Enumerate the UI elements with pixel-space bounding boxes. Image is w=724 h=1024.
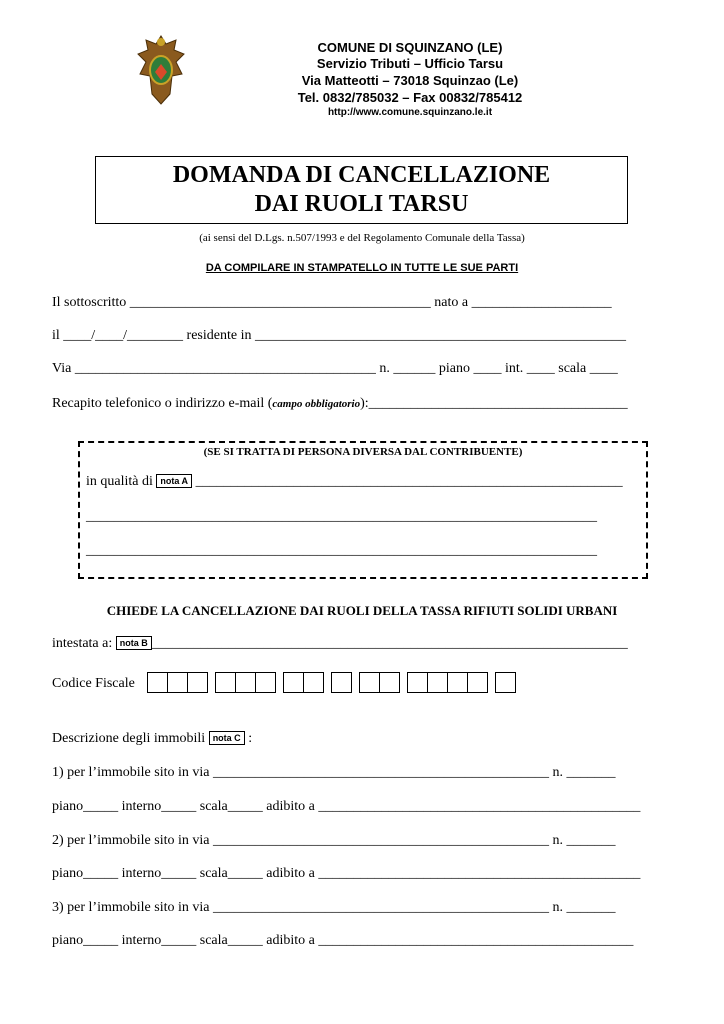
- field-recapito[interactable]: [52, 396, 628, 412]
- qualita-label: in qualità di: [86, 474, 153, 489]
- coat-of-arms-emblem: [136, 34, 186, 106]
- immobili-text: Descrizione degli immobili: [52, 731, 206, 746]
- third-party-heading: (SE SI TRATTA DI PERSONA DIVERSA DAL CONTRIBUENTE): [203, 446, 523, 458]
- header-servizio: Servizio Tributi – Ufficio Tarsu: [316, 56, 504, 71]
- field-intestata[interactable]: [52, 636, 628, 652]
- field-qualita[interactable]: [86, 474, 623, 490]
- legal-reference: (ai sensi del D.Lgs. n.507/1993 e del Regolamento Comunale della Tassa): [199, 232, 525, 244]
- immobile-2-details[interactable]: piano_____ interno_____ scala_____ adibito a ______________________________________________: [52, 866, 641, 881]
- instruction-text: DA COMPILARE IN STAMPATELLO IN TUTTE LE SUE PARTI: [205, 262, 519, 274]
- recapito-obbligatorio: campo obbligatorio: [272, 398, 361, 410]
- immobile-3-via[interactable]: 3) per l’immobile sito in via ________________________________________________ n. _______: [52, 900, 616, 915]
- nota-a-tag: nota A: [156, 474, 192, 488]
- title-box: [95, 156, 628, 224]
- header-phone-fax: Tel. 0832/785032 – Fax 00832/785412: [297, 90, 523, 105]
- request-heading: CHIEDE LA CANCELLAZIONE DAI RUOLI DELLA TASSA RIFIUTI SOLIDI URBANI: [106, 603, 618, 618]
- nota-b-tag: nota B: [116, 636, 152, 650]
- field-via[interactable]: Via ___________________________________________ n. ______ piano ____ int. ____ scala ____: [52, 361, 618, 376]
- immobili-label: [52, 731, 252, 747]
- field-qualita-line2[interactable]: _________________________________________________________________________: [86, 509, 597, 524]
- field-nascita-residenza[interactable]: il ____/____/________ residente in _____________________________________________________: [52, 328, 626, 343]
- immobile-1-via[interactable]: 1) per l’immobile sito in via ________________________________________________ n. _______: [52, 765, 616, 780]
- title-line2: DAI RUOLI TARSU: [254, 191, 469, 217]
- intestata-line: ____________________________________________________________________: [151, 636, 628, 651]
- codice-fiscale-boxes[interactable]: [147, 672, 523, 698]
- recapito-label: Recapito telefonico o indirizzo e-mail (: [52, 396, 273, 411]
- immobili-colon: :: [248, 731, 253, 746]
- intestata-label: intestata a:: [52, 636, 113, 651]
- recapito-line: ):_____________________________________: [360, 396, 628, 411]
- nota-c-tag: nota C: [209, 731, 245, 745]
- header-address: Via Matteotti – 73018 Squinzao (Le): [301, 73, 519, 88]
- codice-fiscale-label: Codice Fiscale: [52, 676, 135, 691]
- immobile-1-details[interactable]: piano_____ interno_____ scala_____ adibito a ______________________________________________: [52, 799, 641, 814]
- field-sottoscritto[interactable]: Il sottoscritto ___________________________________________ nato a ____________________: [52, 295, 612, 310]
- header-url: http://www.comune.squinzano.le.it: [327, 107, 493, 118]
- header-comune: COMUNE DI SQUINZANO (LE): [317, 40, 503, 55]
- immobile-2-via[interactable]: 2) per l’immobile sito in via ________________________________________________ n. _______: [52, 833, 616, 848]
- qualita-line: _____________________________________________________________: [195, 474, 623, 489]
- immobile-3-details[interactable]: piano_____ interno_____ scala_____ adibito a _____________________________________________: [52, 933, 634, 948]
- field-qualita-line3[interactable]: _________________________________________________________________________: [86, 543, 597, 558]
- title-line1: DOMANDA DI CANCELLAZIONE: [172, 162, 551, 188]
